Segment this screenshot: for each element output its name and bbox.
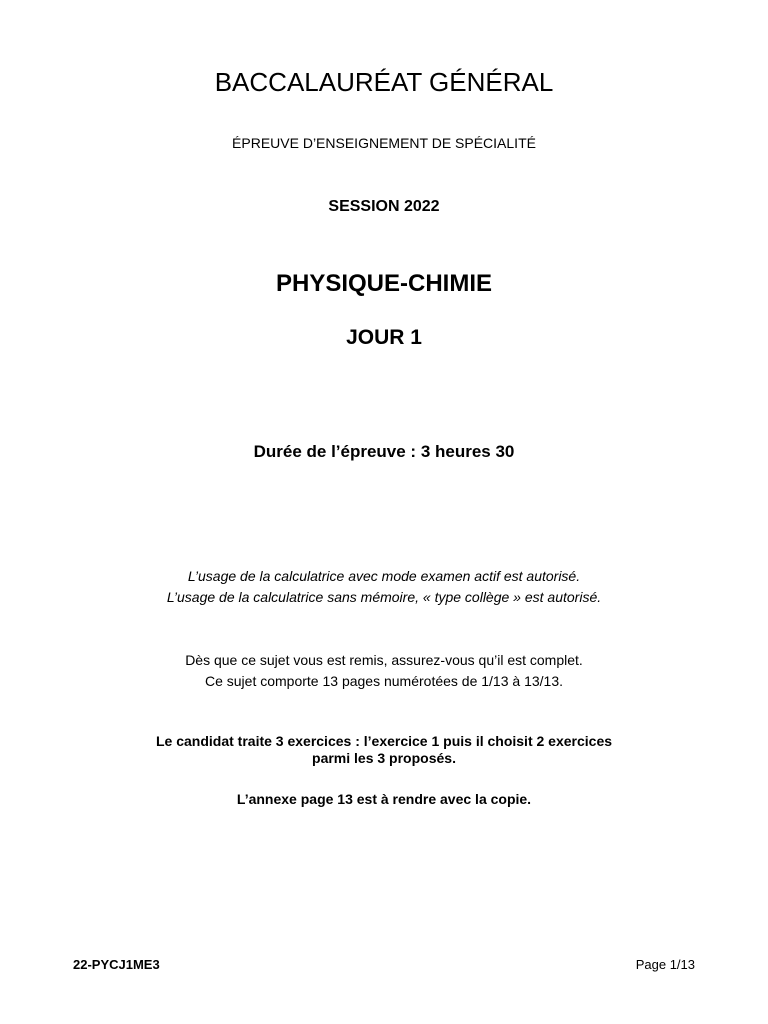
day-label: JOUR 1 [346, 326, 422, 349]
session-label: SESSION 2022 [328, 198, 440, 215]
footer-subject-code: 22-PYCJ1ME3 [73, 957, 160, 972]
completeness-notice [0, 650, 768, 692]
annex-instruction: L’annexe page 13 est à rendre avec la copie. [236, 791, 532, 807]
calculator-rules [0, 566, 768, 608]
exam-duration: Durée de l’épreuve : 3 heures 30 [253, 442, 515, 461]
exercise-instructions [0, 733, 768, 767]
calculator-rule-line: L’usage de la calculatrice sans mémoire, « type collège » est autorisé. [166, 589, 602, 605]
calculator-rule-line: L’usage de la calculatrice avec mode examen actif est autorisé. [187, 568, 581, 584]
exam-title: BACCALAURÉAT GÉNÉRAL [214, 67, 554, 97]
notice-line: Dès que ce sujet vous est remis, assurez-vous qu’il est complet. [185, 652, 583, 668]
subject-title: PHYSIQUE-CHIMIE [275, 270, 493, 297]
exercise-instruction-line: parmi les 3 proposés. [312, 750, 456, 766]
exercise-instruction-line: Le candidat traite 3 exercices : l’exercice 1 puis il choisit 2 exercices [155, 733, 613, 749]
notice-line: Ce sujet comporte 13 pages numérotées de 1/13 à 13/13. [204, 673, 563, 689]
footer-page-number: Page 1/13 [635, 957, 695, 972]
exam-subtitle: ÉPREUVE D’ENSEIGNEMENT DE SPÉCIALITÉ [232, 135, 536, 151]
